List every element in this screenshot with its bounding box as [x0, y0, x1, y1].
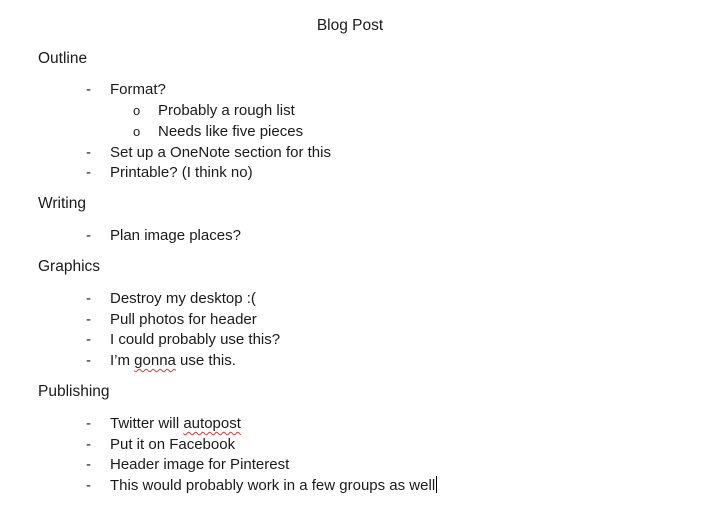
list-item-text: Plan image places?: [110, 227, 241, 244]
dash-marker: -: [86, 331, 91, 348]
list-item-text: [110, 476, 437, 496]
list-item-text: Pull photos for header: [110, 311, 257, 328]
circle-bullet-icon: o: [133, 124, 141, 139]
dash-marker: -: [86, 227, 91, 244]
section-heading-publishing: Publishing: [38, 383, 110, 400]
sub-list-item-text: Probably a rough list: [158, 102, 295, 119]
dash-marker: -: [86, 477, 91, 494]
circle-bullet-icon: o: [133, 103, 141, 118]
dash-marker: -: [86, 415, 91, 432]
dash-marker: -: [86, 436, 91, 453]
list-item-text: Set up a OneNote section for this: [110, 144, 331, 161]
section-heading-graphics: Graphics: [38, 258, 101, 275]
dash-marker: -: [86, 456, 91, 473]
text-run: Twitter will: [110, 415, 184, 432]
list-item-text: Header image for Pinterest: [110, 456, 290, 473]
section-heading-outline: Outline: [38, 50, 88, 67]
misspelled-word[interactable]: autopost: [183, 415, 241, 432]
dash-marker: -: [86, 81, 91, 98]
document-title: Blog Post: [316, 17, 384, 34]
misspelled-word[interactable]: gonna: [134, 352, 176, 369]
dash-marker: -: [86, 311, 91, 328]
text-run: I’m: [110, 352, 135, 369]
list-item-text: [110, 351, 236, 371]
list-item-text: Put it on Facebook: [110, 436, 236, 453]
list-item-text: I could probably use this?: [110, 331, 281, 348]
text-run: use this.: [175, 352, 236, 369]
text-run: This would probably work in a few groups as well: [110, 477, 436, 494]
list-item-text: Printable? (I think no): [110, 164, 253, 181]
list-item-text: Destroy my desktop :(: [110, 290, 256, 307]
list-item-text: Format?: [110, 81, 166, 98]
dash-marker: -: [86, 290, 91, 307]
dash-marker: -: [86, 144, 91, 161]
dash-marker: -: [86, 352, 91, 369]
section-heading-writing: Writing: [38, 195, 86, 212]
text-cursor: [436, 476, 437, 493]
dash-marker: -: [86, 164, 91, 181]
list-item-text: [110, 414, 241, 434]
sub-list-item-text: Needs like five pieces: [158, 123, 304, 140]
